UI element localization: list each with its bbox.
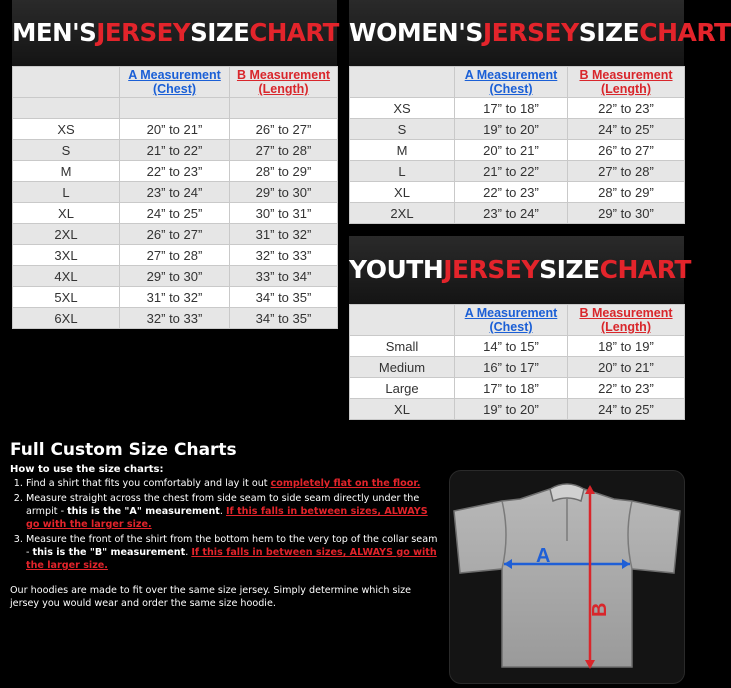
header-a: A Measurement (Chest)	[455, 67, 568, 98]
length-cell: 20” to 21”	[568, 357, 685, 378]
table-blank-row	[13, 98, 338, 119]
length-cell: 24” to 25”	[568, 119, 685, 140]
chest-cell: 27” to 28”	[120, 245, 230, 266]
chest-cell: 23” to 24”	[455, 203, 568, 224]
length-cell: 30” to 31”	[230, 203, 338, 224]
length-cell: 22” to 23”	[568, 378, 685, 399]
size-cell: Small	[350, 336, 455, 357]
size-cell: L	[13, 182, 120, 203]
chest-cell: 23” to 24”	[120, 182, 230, 203]
length-cell: 27” to 28”	[568, 161, 685, 182]
womens-size-table	[349, 66, 685, 224]
womens-chart-title: WOMEN'SJERSEYSIZECHART	[349, 0, 684, 66]
table-row	[13, 203, 338, 224]
size-cell: 2XL	[13, 224, 120, 245]
shirt-collar	[550, 484, 584, 501]
size-cell: 2XL	[350, 203, 455, 224]
table-row	[350, 357, 685, 378]
length-cell: 33” to 34”	[230, 266, 338, 287]
table-header-row	[350, 67, 685, 98]
chest-cell: 14” to 15”	[455, 336, 568, 357]
mens-size-table	[12, 66, 338, 329]
table-row	[13, 308, 338, 329]
youth-size-table	[349, 304, 685, 420]
chest-cell: 31” to 32”	[120, 287, 230, 308]
length-cell: 31” to 32”	[230, 224, 338, 245]
table-row	[13, 245, 338, 266]
chest-cell: 16” to 17”	[455, 357, 568, 378]
youth-chart-title: YOUTHJERSEYSIZECHART	[349, 236, 684, 304]
table-row	[350, 140, 685, 161]
size-cell: XL	[13, 203, 120, 224]
header-b: B Measurement (Length)	[568, 305, 685, 336]
size-cell: L	[350, 161, 455, 182]
chest-cell: 20” to 21”	[455, 140, 568, 161]
table-header-row	[13, 67, 338, 98]
mens-chart	[12, 0, 337, 329]
size-cell: Large	[350, 378, 455, 399]
size-cell: S	[350, 119, 455, 140]
size-cell: 5XL	[13, 287, 120, 308]
chest-cell: 22” to 23”	[455, 182, 568, 203]
length-cell: 27” to 28”	[230, 140, 338, 161]
chest-cell: 17” to 18”	[455, 378, 568, 399]
size-cell: 3XL	[13, 245, 120, 266]
size-cell: XL	[350, 182, 455, 203]
hoodie-note: Our hoodies are made to fit over the same size jersey. Simply determine which size jersey you would wear and order the same size hoodie.	[10, 585, 412, 609]
table-row	[350, 378, 685, 399]
chest-cell: 22” to 23”	[120, 161, 230, 182]
table-row	[350, 203, 685, 224]
mens-chart-title: MEN'SJERSEYSIZECHART	[12, 0, 337, 66]
size-cell: S	[13, 140, 120, 161]
size-cell: 4XL	[13, 266, 120, 287]
table-row	[13, 287, 338, 308]
length-cell: 34” to 35”	[230, 287, 338, 308]
chest-cell: 24” to 25”	[120, 203, 230, 224]
youth-chart	[349, 236, 691, 420]
header-a: A Measurement (Chest)	[120, 67, 230, 98]
size-cell: XS	[350, 98, 455, 119]
step-3-link[interactable]: If this falls in between sizes, ALWAYS go with the larger size.	[26, 547, 437, 571]
step-1: 1. Find a shirt that fits you comfortably and lay it out completely flat on the floor.	[26, 477, 440, 490]
table-row	[350, 119, 685, 140]
table-header-row	[350, 305, 685, 336]
womens-chart	[349, 0, 731, 224]
header-a: A Measurement (Chest)	[455, 305, 568, 336]
chest-cell: 19” to 20”	[455, 119, 568, 140]
table-row	[350, 161, 685, 182]
howto-heading: How to use the size charts:	[10, 464, 164, 475]
length-cell: 29” to 30”	[230, 182, 338, 203]
shirt-illustration	[450, 471, 684, 683]
length-cell: 26” to 27”	[568, 140, 685, 161]
size-cell: M	[350, 140, 455, 161]
chest-cell: 21” to 22”	[455, 161, 568, 182]
chest-cell: 17” to 18”	[455, 98, 568, 119]
howto-steps	[0, 477, 440, 572]
chest-cell: 20” to 21”	[120, 119, 230, 140]
length-cell: 24” to 25”	[568, 399, 685, 420]
size-cell: M	[13, 161, 120, 182]
length-cell: 32” to 33”	[230, 245, 338, 266]
shirt-diagram	[449, 470, 685, 684]
header-size	[350, 305, 455, 336]
chest-cell: 21” to 22”	[120, 140, 230, 161]
chest-cell: 26” to 27”	[120, 224, 230, 245]
length-cell: 34” to 35”	[230, 308, 338, 329]
header-b: B Measurement (Length)	[568, 67, 685, 98]
custom-size-info	[0, 440, 440, 610]
table-row	[13, 224, 338, 245]
length-cell: 28” to 29”	[568, 182, 685, 203]
label-a: A	[536, 545, 551, 567]
step-3: 3. Measure the front of the shirt from the bottom hem to the very top of the collar seam - this is the "B" measurement. If this falls in between sizes, ALWAYS go with the larger size.	[26, 533, 440, 572]
size-cell: Medium	[350, 357, 455, 378]
chest-cell: 32” to 33”	[120, 308, 230, 329]
table-row	[350, 336, 685, 357]
table-row	[13, 266, 338, 287]
table-row	[13, 119, 338, 140]
step-2: 2. Measure straight across the chest from side seam to side seam directly under the armpit - this is the "A" measurement. If this falls in between sizes, ALWAYS go with the larger size.	[26, 492, 440, 531]
table-row	[350, 399, 685, 420]
size-cell: XL	[350, 399, 455, 420]
header-b: B Measurement (Length)	[230, 67, 338, 98]
table-row	[350, 182, 685, 203]
length-cell: 22” to 23”	[568, 98, 685, 119]
length-cell: 29” to 30”	[568, 203, 685, 224]
step-2-link[interactable]: If this falls in between sizes, ALWAYS go with the larger size.	[26, 506, 428, 530]
chest-cell: 19” to 20”	[455, 399, 568, 420]
header-size	[13, 67, 120, 98]
table-row	[13, 140, 338, 161]
header-size	[350, 67, 455, 98]
length-cell: 26” to 27”	[230, 119, 338, 140]
info-heading: Full Custom Size Charts	[10, 440, 237, 460]
table-row	[13, 182, 338, 203]
label-b: B	[589, 602, 611, 617]
size-cell: 6XL	[13, 308, 120, 329]
table-row	[13, 161, 338, 182]
table-row	[350, 98, 685, 119]
chest-cell: 29” to 30”	[120, 266, 230, 287]
length-cell: 18” to 19”	[568, 336, 685, 357]
step-1-link[interactable]: completely flat on the floor.	[270, 478, 421, 489]
size-cell: XS	[13, 119, 120, 140]
length-cell: 28” to 29”	[230, 161, 338, 182]
